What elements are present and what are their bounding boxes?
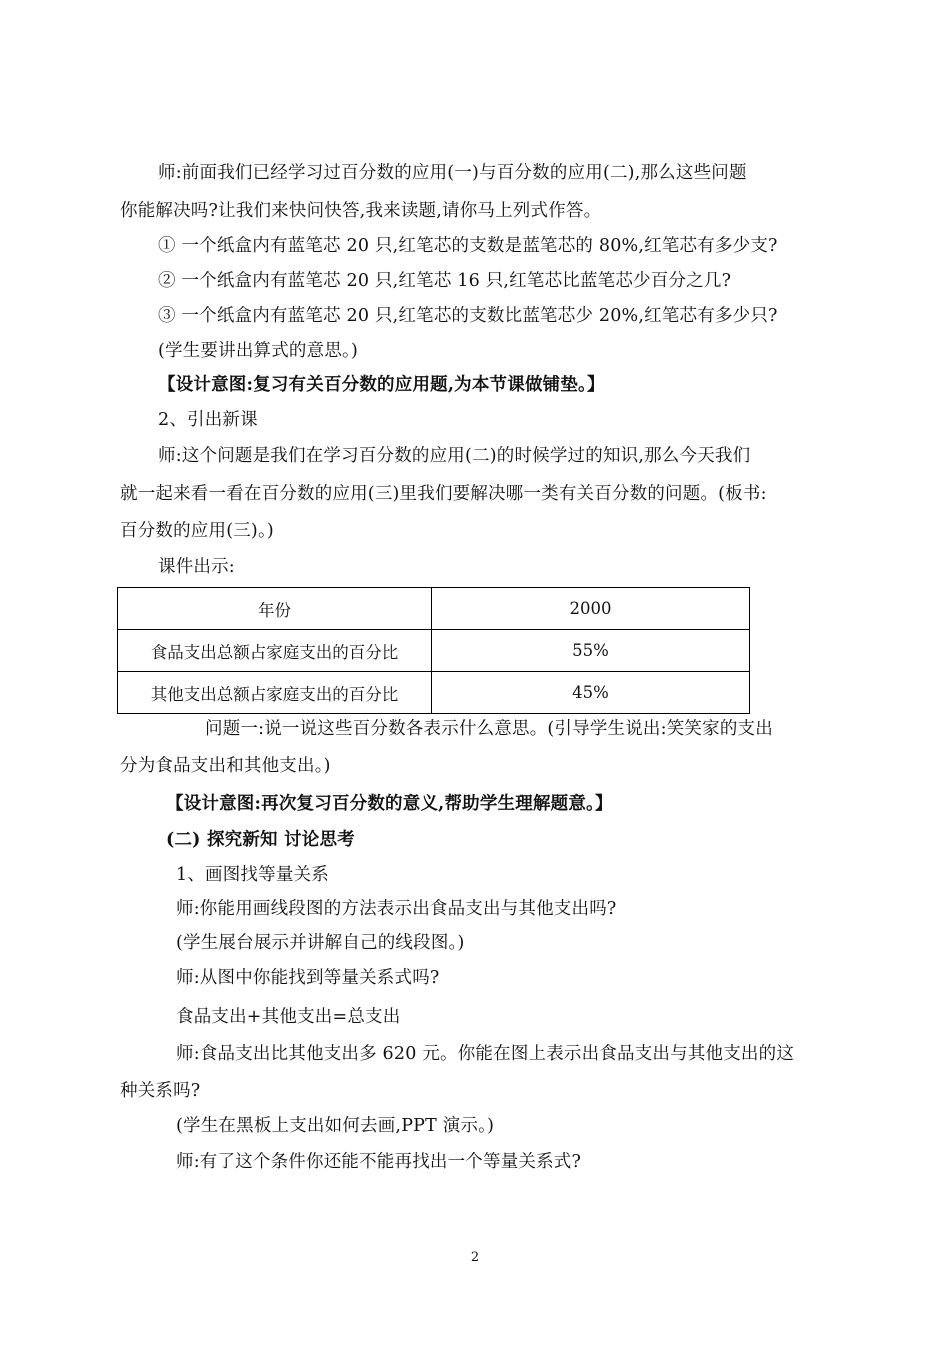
paragraph-new-lesson-line2: 就一起来看一看在百分数的应用(三)里我们要解决哪一类有关百分数的问题。(板书: xyxy=(120,484,767,504)
design-intent-1: 【设计意图:复习有关百分数的应用题,为本节课做铺垫。】 xyxy=(158,375,605,395)
table-cell-value: 45% xyxy=(432,672,750,714)
table-row xyxy=(118,588,750,630)
student-display-note: (学生展台展示并讲解自己的线段图。) xyxy=(176,933,465,953)
equation: 食品支出+其他支出=总支出 xyxy=(176,1007,401,1027)
question-1: ① 一个纸盒内有蓝笔芯 20 只,红笔芯的支数是蓝笔芯的 80%,红笔芯有多少支? xyxy=(158,236,778,256)
paragraph-new-lesson-line3: 百分数的应用(三)。) xyxy=(120,521,274,541)
table-cell-label: 其他支出总额占家庭支出的百分比 xyxy=(118,672,432,714)
courseware-label: 课件出示: xyxy=(158,557,235,577)
teacher-line-diff-line2: 种关系吗? xyxy=(120,1081,201,1101)
note-student-explain: (学生要讲出算式的意思。) xyxy=(158,341,359,361)
question-3: ③ 一个纸盒内有蓝笔芯 20 只,红笔芯的支数比蓝笔芯少 20%,红笔芯有多少只? xyxy=(158,306,778,326)
student-board-note: (学生在黑板上支出如何去画,PPT 演示。) xyxy=(176,1116,495,1136)
question-one-line1: 问题一:说一说这些百分数各表示什么意思。(引导学生说出:笑笑家的支出 xyxy=(205,719,773,739)
subheading-equal-relation: 1、画图找等量关系 xyxy=(176,865,329,885)
paragraph-teacher-intro-line1: 师:前面我们已经学习过百分数的应用(一)与百分数的应用(二),那么这些问题 xyxy=(158,163,747,183)
teacher-line-diff-line1: 师:食品支出比其他支出多 620 元。你能在图上表示出食品支出与其他支出的这 xyxy=(176,1044,795,1064)
teacher-line-find: 师:从图中你能找到等量关系式吗? xyxy=(176,968,440,988)
table-cell-value: 55% xyxy=(432,630,750,672)
table-cell-value: 2000 xyxy=(432,588,750,630)
expense-table xyxy=(117,587,750,714)
section-heading-explore: (二) 探究新知 讨论思考 xyxy=(166,830,355,850)
table-cell-label: 食品支出总额占家庭支出的百分比 xyxy=(118,630,432,672)
question-one-line2: 分为食品支出和其他支出。) xyxy=(120,756,331,776)
question-2: ② 一个纸盒内有蓝笔芯 20 只,红笔芯 16 只,红笔芯比蓝笔芯少百分之几? xyxy=(158,271,732,291)
teacher-line-draw: 师:你能用画线段图的方法表示出食品支出与其他支出吗? xyxy=(176,899,617,919)
section-heading-new-lesson: 2、引出新课 xyxy=(158,410,258,430)
table-row xyxy=(118,630,750,672)
teacher-line-another: 师:有了这个条件你还能不能再找出一个等量关系式? xyxy=(176,1152,582,1172)
table-cell-label: 年份 xyxy=(118,588,432,630)
paragraph-new-lesson-line1: 师:这个问题是我们在学习百分数的应用(二)的时候学过的知识,那么今天我们 xyxy=(158,446,751,466)
page-number: 2 xyxy=(470,1250,480,1265)
design-intent-2: 【设计意图:再次复习百分数的意义,帮助学生理解题意。】 xyxy=(166,794,613,814)
table-row xyxy=(118,672,750,714)
paragraph-teacher-intro-line2: 你能解决吗?让我们来快问快答,我来读题,请你马上列式作答。 xyxy=(120,201,602,221)
